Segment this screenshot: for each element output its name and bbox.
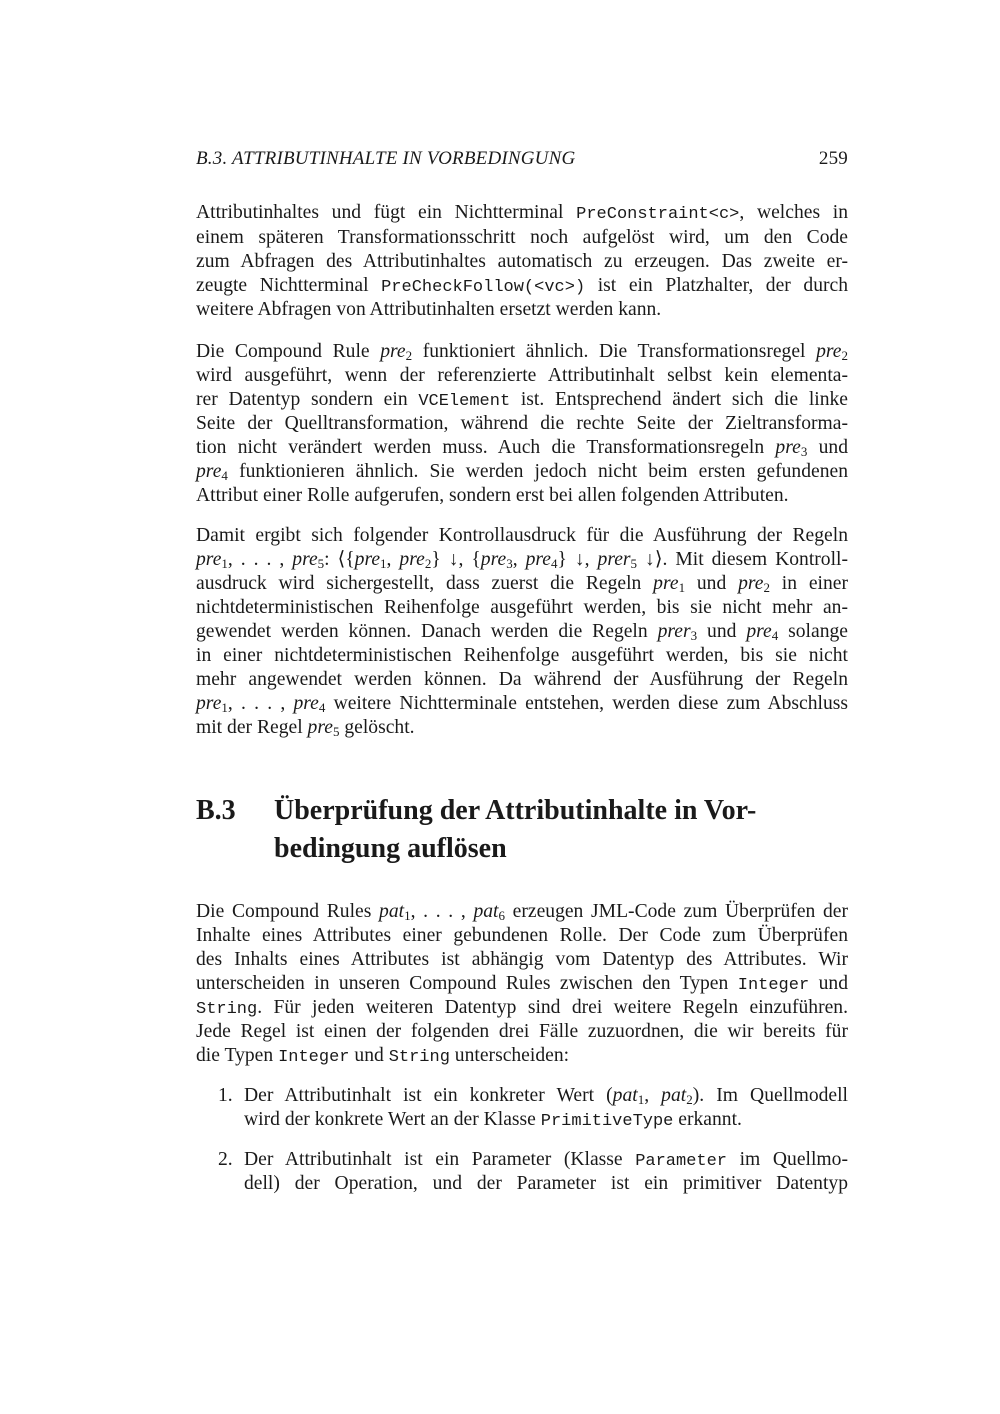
paragraph-line: pre$_4$ funktionieren ähnlich. Sie werden jedoch nicht beim ersten gefundenen <box>196 461 848 483</box>
paragraph-line: Attribut einer Rolle aufgerufen, sondern erst bei allen folgenden Attributen. <box>196 485 789 506</box>
list-item: Der Attributinhalt ist ein Parameter (Klasse Parameter im Quellmo- <box>244 1149 848 1171</box>
paragraph-line: gewendet werden können. Danach werden die Regeln prer$_3$ und pre$_4$ solange <box>196 621 848 643</box>
paragraph-line: nichtdeterministischen Reihenfolge ausgeführt werden, bis sie nicht mehr an- <box>196 597 848 618</box>
paragraph-line: Inhalte eines Attributes einer gebundenen Rolle. Der Code zum Überprüfen <box>196 925 848 946</box>
list-item: Der Attributinhalt ist ein konkreter Wert (pat$_1$, pat$_2$). Im Quellmodell <box>244 1085 848 1107</box>
section-title-line-1: Überprüfung der Attributinhalte in Vor- <box>274 795 757 826</box>
paragraph-line: in einer nichtdeterministischen Reihenfolge ausgeführt werden, bis sie nicht <box>196 645 848 666</box>
paragraph-line: Attributinhaltes und fügt ein Nichtterminal PreConstraint<c>, welches in <box>196 202 848 224</box>
paragraph-line: zum Abfragen des Attributinhaltes automatisch zu erzeugen. Das zweite er- <box>196 251 848 272</box>
paragraph-line: unterscheiden in unseren Compound Rules zwischen den Typen Integer und <box>196 973 849 995</box>
paragraph-line: mit der Regel pre$_5$ gelöscht. <box>196 717 415 739</box>
paragraph-line: Die Compound Rules pat$_1$, . . . , pat$_6$ erzeugen JML-Code zum Überprüfen der <box>196 901 849 923</box>
list-item-number: 2. <box>218 1149 233 1170</box>
paragraph-line: Jede Regel ist einen der folgenden drei Fälle zuzuordnen, die wir bereits für <box>196 1021 848 1042</box>
section-number: B.3 <box>196 795 236 826</box>
paragraph-line: des Inhalts eines Attributes ist abhängig vom Datentyp des Attributes. Wir <box>196 949 848 970</box>
paragraph-line: wird ausgeführt, wenn der referenzierte Attributinhalt selbst kein elementa- <box>196 365 848 386</box>
paragraph-line: ausdruck wird sichergestellt, dass zuerst die Regeln pre$_1$ und pre$_2$ in einer <box>196 573 848 595</box>
list-item-line: dell) der Operation, und der Parameter ist ein primitiver Datentyp <box>244 1173 848 1194</box>
paragraph-line: String. Für jeden weiteren Datentyp sind drei weitere Regeln einzuführen. <box>196 997 848 1019</box>
paragraph-line: Seite der Quelltransformation, während die rechte Seite der Zieltransforma- <box>196 413 848 434</box>
paragraph-line: pre$_1$, . . . , pre$_5$: ⟨{pre$_1$, pre$_2$} ↓, {pre$_3$, pre$_4$} ↓, prer$_5$ ↓⟩. Mit diesem Kontroll- <box>196 549 849 571</box>
header-title: B.3. ATTRIBUTINHALTE IN VORBEDINGUNG <box>196 148 576 169</box>
list-item-line: wird der konkrete Wert an der Klasse PrimitiveType erkannt. <box>244 1109 742 1131</box>
paragraph-line: rer Datentyp sondern ein VCElement ist. Entsprechend ändert sich die linke <box>196 389 848 411</box>
paragraph-line: zeugte Nichtterminal PreCheckFollow(<vc>) ist ein Platzhalter, der durch <box>196 275 849 297</box>
paragraph-line: Die Compound Rule pre$_2$ funktioniert ähnlich. Die Transformationsregel pre$_2$ <box>196 341 848 363</box>
paragraph-line: pre$_1$, . . . , pre$_4$ weitere Nichtterminale entstehen, werden diese zum Abschluss <box>196 693 849 715</box>
paragraph-line: weitere Abfragen von Attributinhalten ersetzt werden kann. <box>196 299 662 320</box>
paragraph-line: tion nicht verändert werden muss. Auch die Transformationsregeln pre$_3$ und <box>196 437 848 459</box>
paragraph-line: einem späteren Transformationsschritt noch aufgelöst wird, um den Code <box>196 227 848 248</box>
running-header <box>196 148 848 170</box>
paragraph-line: mehr angewendet werden können. Da während der Ausführung der Regeln <box>196 669 848 690</box>
paragraph-line: Damit ergibt sich folgender Kontrollausdruck für die Ausführung der Regeln <box>196 525 848 546</box>
page-number: 259 <box>818 148 848 169</box>
paragraph-line: die Typen Integer und String unterscheiden: <box>196 1045 570 1067</box>
section-title-line-2: bedingung auflösen <box>274 833 507 864</box>
list-item-number: 1. <box>218 1085 233 1106</box>
